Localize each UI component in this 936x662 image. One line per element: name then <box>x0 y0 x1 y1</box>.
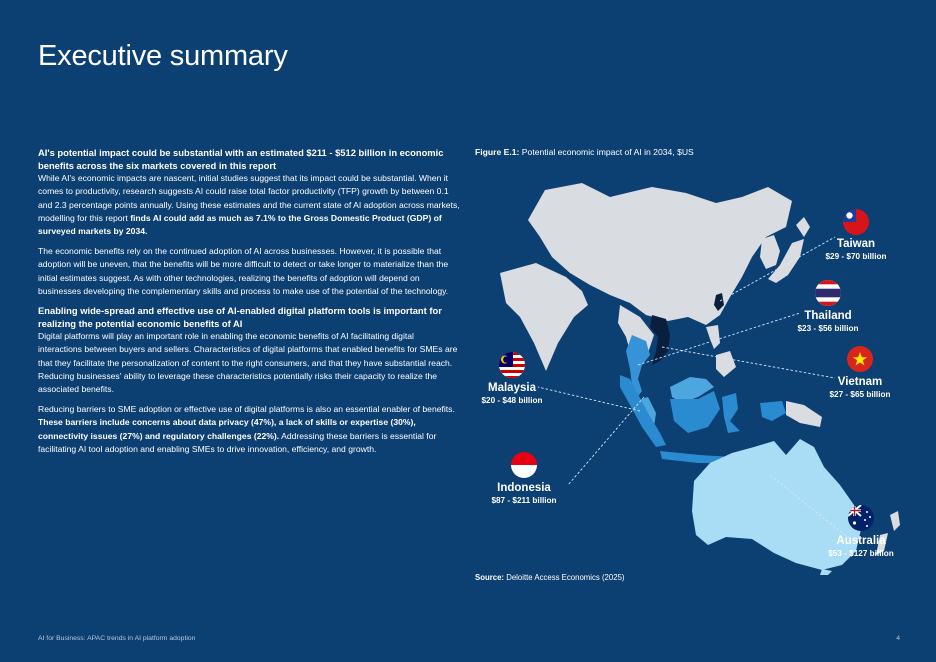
page-title: Executive summary <box>38 40 288 72</box>
label-vietnam <box>820 376 900 399</box>
page-number: 4 <box>896 635 900 642</box>
australia-flag-icon <box>848 505 874 531</box>
korea-land <box>760 235 780 269</box>
indonesia-sumatra <box>620 375 666 447</box>
paragraph-4-bold: These barriers include concerns about data privacy (47%), a lack of skills or expertise (30%), connectivity issues (27%) and regulatory challenges (22%). <box>38 417 416 441</box>
market-range: $53 - $127 billion <box>828 549 894 558</box>
malaysia-flag-icon <box>499 352 525 378</box>
png-land <box>786 401 822 427</box>
figure-label: Figure E.1: <box>475 147 520 157</box>
heading-economic-benefits: AI's potential impact could be substantial with an estimated $211 - $512 billion in economic benefits across the six markets covered in this report <box>38 147 444 171</box>
indonesia-flag-icon <box>511 452 537 478</box>
label-australia <box>816 535 906 558</box>
market-name: Vietnam <box>837 376 883 388</box>
paragraph-1-text: While AI's economic impacts are nascent, initial studies suggest that its impact could be substantial. When it comes to productivity, research suggests AI could raise total factor productivity (TFP) growth by between 0.1 and 2.3 percentage points annually. Using these estimates and the current state of AI adoption across markets, modelling for this report <box>38 173 460 223</box>
figure-title <box>475 147 694 157</box>
market-range: $20 - $48 billion <box>481 396 543 405</box>
label-indonesia <box>474 482 574 505</box>
market-range: $29 - $70 billion <box>825 252 887 261</box>
market-name: Thailand <box>804 310 852 322</box>
indonesia-sulawesi <box>722 393 740 433</box>
market-name: Taiwan <box>836 238 876 250</box>
market-name: Indonesia <box>497 482 551 494</box>
taiwan-flag-icon <box>843 209 869 235</box>
heading-digital-platforms: Enabling wide-spread and effective use of AI-enabled digital platform tools is important for realizing the potential economic benefits of AI <box>38 305 442 329</box>
source-text: Deloitte Access Economics (2025) <box>504 573 625 582</box>
leader-indonesia <box>568 397 644 485</box>
thailand-flag-icon <box>815 280 841 306</box>
figure-caption: Potential economic impact of AI in 2034, $US <box>519 147 694 157</box>
label-thailand <box>788 310 868 333</box>
paragraph-2: The economic benefits rely on the continued adoption of AI across businesses. However, it is possible that adoption will be uneven, that the benefits will be more difficult to detect or take longer to materialize than the initial estimates suggest. As with other technologies, realizing the benefits of adoption will depend on businesses developing the complementary skills and process to make use of the potential of the technology. <box>38 246 449 296</box>
footer-text: AI for Business: APAC trends in AI platform adoption <box>38 635 196 642</box>
market-range: $23 - $56 billion <box>797 324 859 333</box>
paragraph-4-text-end: Addressing these barriers is essential for facilitating AI tool adoption and enabling SMEs to drive innovation, efficiency, and growth. <box>38 430 437 454</box>
market-name: Malaysia <box>488 382 536 394</box>
market-range: $87 - $211 billion <box>491 496 557 505</box>
paragraph-1 <box>38 147 460 238</box>
paragraph-3 <box>38 305 460 396</box>
philippines-land <box>706 325 736 377</box>
paragraph-4 <box>38 403 460 456</box>
tasmania-land <box>820 569 832 575</box>
label-taiwan <box>816 238 896 261</box>
indonesia-papua <box>760 401 786 421</box>
paragraph-1-bold: finds AI could add as much as 7.1% to the Gross Domestic Product (GDP) of surveyed markets by 2034. <box>38 212 442 236</box>
paragraph-3-text: Digital platforms will play an important role in enabling the economic benefits of AI facilitating digital interactions between buyers and sellers. Characteristics of digital platforms that enabled benefits for SMEs are that they facilitate the personalization of content to the right consumers, and that they have substantial reach. Reducing businesses' ability to leverage these characteristics potentially risks their capacity to realize the associated benefits. <box>38 331 458 395</box>
source-label: Source: <box>475 573 505 582</box>
market-range: $27 - $65 billion <box>829 390 891 399</box>
label-malaysia <box>472 382 552 405</box>
leader-vietnam <box>662 347 835 378</box>
summary-text <box>38 147 460 463</box>
vietnam-flag-icon <box>847 346 873 372</box>
paragraph-4-text: Reducing barriers to SME adoption or effective use of digital platforms is also an essential enabler of benefits. <box>38 404 455 415</box>
market-name: Australia <box>836 535 886 547</box>
figure-source <box>475 573 625 582</box>
